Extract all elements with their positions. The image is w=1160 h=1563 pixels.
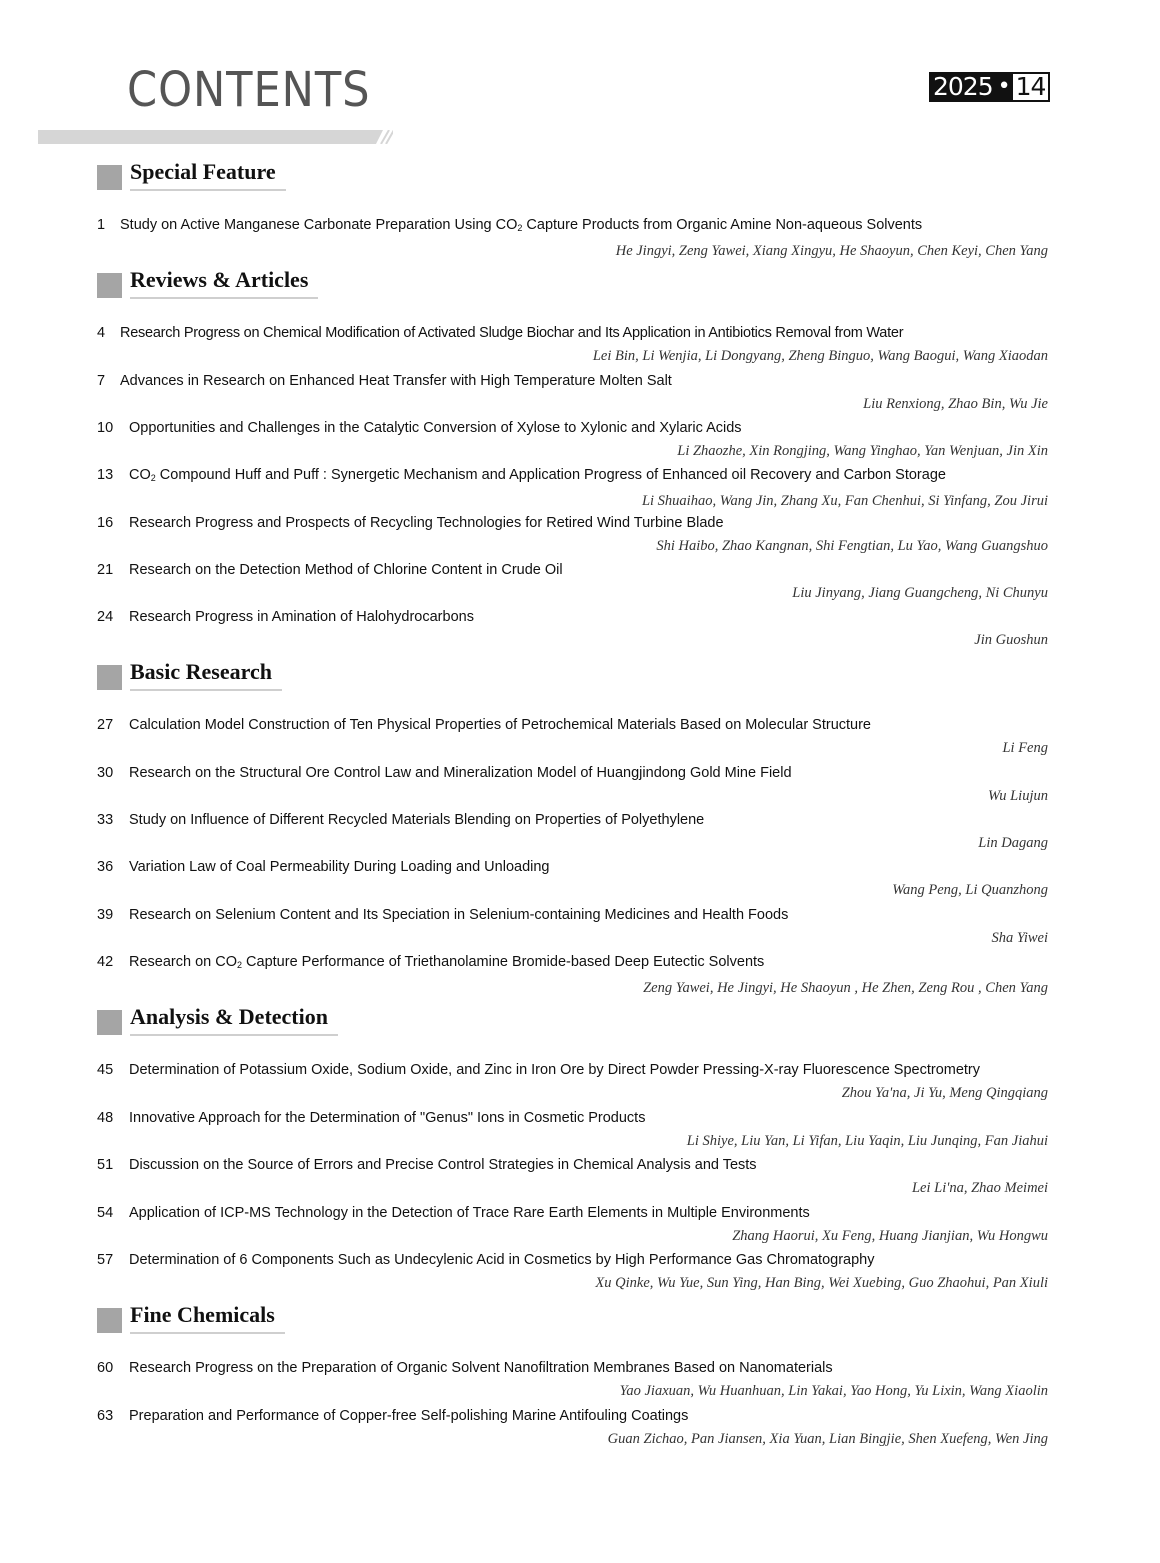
toc-entry[interactable] [97, 1406, 1048, 1449]
entry-authors: Lei Li'na, Zhao Meimei [911, 1180, 1048, 1196]
entry-title[interactable]: Study on Influence of Different Recycled Materials Blending on Properties of Polyethylene [129, 812, 705, 828]
entry-authors: Wang Peng, Li Quanzhong [892, 882, 1048, 898]
entry-page: 39 [97, 907, 114, 923]
entry-authors: Shi Haibo, Zhao Kangnan, Shi Fengtian, Lu Yao, Wang Guangshuo [656, 538, 1048, 554]
toc-entry[interactable] [97, 1358, 1048, 1401]
entry-authors: Zhang Haorui, Xu Feng, Huang Jianjian, Wu Hongwu [732, 1228, 1048, 1244]
issue-badge [929, 72, 1050, 102]
toc-entry[interactable] [97, 905, 1048, 948]
entry-title[interactable]: Variation Law of Coal Permeability During Loading and Unloading [129, 859, 550, 875]
toc-entry[interactable] [97, 1250, 1048, 1293]
entry-title[interactable]: Innovative Approach for the Determination of "Genus" Ions in Cosmetic Products [129, 1110, 646, 1126]
entry-authors: Sha Yiwei [991, 930, 1048, 946]
entry-page: 10 [97, 420, 114, 436]
entry-authors: Zeng Yawei, He Jingyi, He Shaoyun , He Zhen, Zeng Rou , Chen Yang [643, 980, 1048, 996]
entry-page: 48 [97, 1110, 114, 1126]
section-marker [97, 1010, 122, 1035]
entry-page: 36 [97, 859, 114, 875]
section-title: Special Feature [130, 159, 286, 191]
entry-authors: Li Feng [1002, 740, 1048, 756]
entry-title[interactable]: Advances in Research on Enhanced Heat Transfer with High Temperature Molten Salt [120, 373, 672, 389]
entry-page: 27 [97, 717, 114, 733]
entry-title[interactable]: Research Progress in Amination of Halohydrocarbons [129, 609, 474, 625]
section-title: Analysis & Detection [130, 1004, 338, 1036]
section-title: Fine Chemicals [130, 1302, 285, 1334]
issue-number: 14 [1013, 72, 1051, 102]
entry-authors: Yao Jiaxuan, Wu Huanhuan, Lin Yakai, Yao Hong, Yu Lixin, Wang Xiaolin [619, 1383, 1048, 1399]
page-title: CONTENTS [127, 62, 371, 118]
header-rule [38, 130, 393, 144]
section-marker [97, 165, 122, 190]
entry-title[interactable]: Research Progress on Chemical Modification of Activated Sludge Biochar and Its Application in Antibiotics Removal from Water [120, 325, 904, 341]
entry-title[interactable]: Determination of Potassium Oxide, Sodium Oxide, and Zinc in Iron Ore by Direct Powder Pressing-X-ray Fluorescence Spectrometry [129, 1062, 981, 1078]
entry-page: 60 [97, 1360, 114, 1376]
entry-page: 21 [97, 562, 114, 578]
entry-title[interactable]: Discussion on the Source of Errors and Precise Control Strategies in Chemical Analysis and Tests [129, 1157, 757, 1173]
toc-entry[interactable] [97, 465, 1048, 511]
section-heading [97, 1302, 285, 1334]
entry-title[interactable]: Research on the Structural Ore Control Law and Mineralization Model of Huangjindong Gold Mine Field [129, 765, 792, 781]
entry-page: 51 [97, 1157, 114, 1173]
toc-entry[interactable] [97, 215, 1048, 261]
entry-title[interactable]: Determination of 6 Components Such as Undecylenic Acid in Cosmetics by High Performance Gas Chromatography [129, 1252, 875, 1268]
entry-page: 57 [97, 1252, 114, 1268]
entry-authors: He Jingyi, Zeng Yawei, Xiang Xingyu, He Shaoyun, Chen Keyi, Chen Yang [615, 243, 1048, 259]
toc-entry[interactable] [97, 810, 1048, 853]
section-marker [97, 665, 122, 690]
entry-page: 13 [97, 467, 114, 483]
section-heading [97, 267, 318, 299]
entry-title[interactable]: $CO_2$ Compound Huff and Puff : Synergetic Mechanism and Application Progress of Enhanced oil Recovery and Carbon Storage [129, 467, 946, 483]
entry-title[interactable]: Study on Active Manganese Carbonate Preparation Using $CO_2$ Capture Products from Organic Amine Non-aqueous Solvents [120, 217, 923, 233]
entry-page: 54 [97, 1205, 114, 1221]
entry-title[interactable]: Research on Selenium Content and Its Speciation in Selenium-containing Medicines and Health Foods [129, 907, 789, 923]
toc-entry[interactable] [97, 607, 1048, 650]
entry-title[interactable]: Research on the Detection Method of Chlorine Content in Crude Oil [129, 562, 563, 578]
entry-page: 42 [97, 954, 114, 970]
issue-separator: • [998, 72, 1013, 102]
entry-page: 7 [97, 373, 106, 389]
entry-authors: Liu Renxiong, Zhao Bin, Wu Jie [863, 396, 1048, 412]
entry-authors: Liu Jinyang, Jiang Guangcheng, Ni Chunyu [792, 585, 1048, 601]
entry-page: 45 [97, 1062, 114, 1078]
entry-page: 4 [97, 325, 106, 341]
entry-authors: Li Shiye, Liu Yan, Li Yifan, Liu Yaqin, Liu Junqing, Fan Jiahui [686, 1133, 1048, 1149]
issue-year: 2025 [929, 72, 998, 102]
section-title: Basic Research [130, 659, 282, 691]
entry-title[interactable]: Research on $CO_2$ Capture Performance of Triethanolamine Bromide-based Deep Eutectic Solvents [129, 954, 765, 970]
toc-entry[interactable] [97, 323, 1048, 366]
toc-entry[interactable] [97, 1203, 1048, 1246]
entry-page: 1 [97, 217, 106, 233]
toc-entry[interactable] [97, 857, 1048, 900]
section-marker [97, 1308, 122, 1333]
section-title: Reviews & Articles [130, 267, 318, 299]
entry-title[interactable]: Calculation Model Construction of Ten Physical Properties of Petrochemical Materials Based on Molecular Structure [129, 717, 871, 733]
section-heading [97, 159, 286, 191]
entry-authors: Li Shuaihao, Wang Jin, Zhang Xu, Fan Chenhui, Si Yinfang, Zou Jirui [641, 493, 1048, 509]
toc-entry[interactable] [97, 418, 1048, 461]
toc-entry[interactable] [97, 371, 1048, 414]
toc-entry[interactable] [97, 1060, 1048, 1103]
entry-authors: Wu Liujun [987, 788, 1048, 804]
section-heading [97, 659, 282, 691]
entry-authors: Jin Guoshun [974, 632, 1048, 648]
entry-authors: Guan Zichao, Pan Jiansen, Xia Yuan, Lian Bingjie, Shen Xuefeng, Wen Jing [607, 1431, 1048, 1447]
entry-page: 63 [97, 1408, 114, 1424]
entry-page: 16 [97, 515, 114, 531]
toc-entry[interactable] [97, 1108, 1048, 1151]
entry-authors: Li Zhaozhe, Xin Rongjing, Wang Yinghao, Yan Wenjuan, Jin Xin [677, 443, 1048, 459]
entry-authors: Lin Dagang [978, 835, 1048, 851]
toc-entry[interactable] [97, 952, 1048, 998]
toc-entry[interactable] [97, 513, 1048, 556]
entry-title[interactable]: Research Progress and Prospects of Recycling Technologies for Retired Wind Turbine Blade [129, 515, 724, 531]
toc-entry[interactable] [97, 715, 1048, 758]
entry-authors: Zhou Ya'na, Ji Yu, Meng Qingqiang [841, 1085, 1048, 1101]
entry-page: 24 [97, 609, 114, 625]
toc-entry[interactable] [97, 1155, 1048, 1198]
entry-authors: Xu Qinke, Wu Yue, Sun Ying, Han Bing, Wei Xuebing, Guo Zhaohui, Pan Xiuli [595, 1275, 1048, 1291]
entry-authors: Lei Bin, Li Wenjia, Li Dongyang, Zheng Binguo, Wang Baogui, Wang Xiaodan [592, 348, 1048, 364]
section-heading [97, 1004, 338, 1036]
entry-title[interactable]: Preparation and Performance of Copper-free Self-polishing Marine Antifouling Coatings [129, 1408, 689, 1424]
toc-entry[interactable] [97, 763, 1048, 806]
toc-entry[interactable] [97, 560, 1048, 603]
entry-title[interactable]: Application of ICP-MS Technology in the Detection of Trace Rare Earth Elements in Multiple Environments [129, 1205, 810, 1221]
entry-page: 33 [97, 812, 114, 828]
entry-title[interactable]: Opportunities and Challenges in the Catalytic Conversion of Xylose to Xylonic and Xylaric Acids [129, 420, 742, 436]
entry-page: 30 [97, 765, 114, 781]
entry-title[interactable]: Research Progress on the Preparation of Organic Solvent Nanofiltration Membranes Based on Nanomaterials [129, 1360, 833, 1376]
section-marker [97, 273, 122, 298]
